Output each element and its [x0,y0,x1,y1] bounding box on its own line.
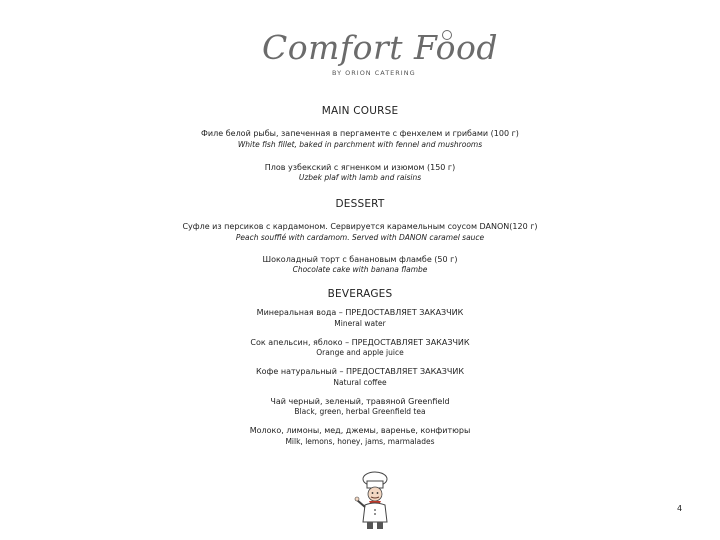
menu-item-ru: Кофе натуральный – ПРЕДОСТАВЛЯЕТ ЗАКАЗЧИК [255,367,464,376]
menu-item [0,222,720,243]
menu-content [0,100,720,447]
menu-item-ru: Филе белой рыбы, запеченная в пергаменте с фенхелем и грибами (100 г) [201,129,519,138]
logo-script-text: Comfort Food [262,28,498,67]
menu-item-ru: Чай черный, зеленый, травяной Greenfield [270,396,450,406]
section-title-dessert: DESSERT [335,198,385,210]
menu-item [0,129,720,150]
menu-item [0,367,720,388]
menu-item-en: Black, green, herbal Greenfield tea [294,407,426,416]
menu-item [0,255,720,276]
menu-item-en: Natural coffee [333,377,387,387]
menu-item-en: Chocolate cake with banana flambe [292,265,428,274]
menu-item-en: Milk, lemons, honey, jams, marmalades [285,436,435,446]
section-title-main-course: MAIN COURSE [321,105,399,117]
menu-item-ru: Плов узбекский с ягненком и изюмом (150 г) [264,162,456,172]
menu-item-ru: Суфле из персиков с кардамоном. Сервируется карамельным соусом DANON(120 г) [182,222,538,231]
menu-item-en: Mineral water [334,318,386,328]
menu-item [0,426,720,447]
section-title-beverages: BEVERAGES [327,288,393,300]
menu-item [0,338,720,359]
menu-item-ru: Молоко, лимоны, мед, джемы, варенье, конфитюры [249,426,471,435]
chef-icon [352,470,398,532]
menu-item-en: White fish fillet, baked in parchment with fennel and mushrooms [237,139,483,149]
page-number: 4 [677,504,683,513]
logo-tagline: BY ORION CATERING [332,69,416,77]
menu-item [0,308,720,329]
comfort-food-logo [262,28,498,84]
menu-item [0,163,720,184]
menu-item-ru: Шоколадный торт с банановым фламбе (50 г) [262,254,458,264]
menu-item-ru: Минеральная вода – ПРЕДОСТАВЛЯЕТ ЗАКАЗЧИК [256,308,464,317]
menu-item-en: Peach soufflé with cardamom. Served with DANON caramel sauce [235,232,485,242]
menu-item-en: Orange and apple juice [316,348,404,357]
menu-item [0,397,720,418]
menu-item-ru: Сок апельсин, яблоко – ПРЕДОСТАВЛЯЕТ ЗАКАЗЧИК [250,337,470,347]
trademark-icon [442,30,452,40]
menu-item-en: Uzbek plaf with lamb and raisins [298,173,422,182]
